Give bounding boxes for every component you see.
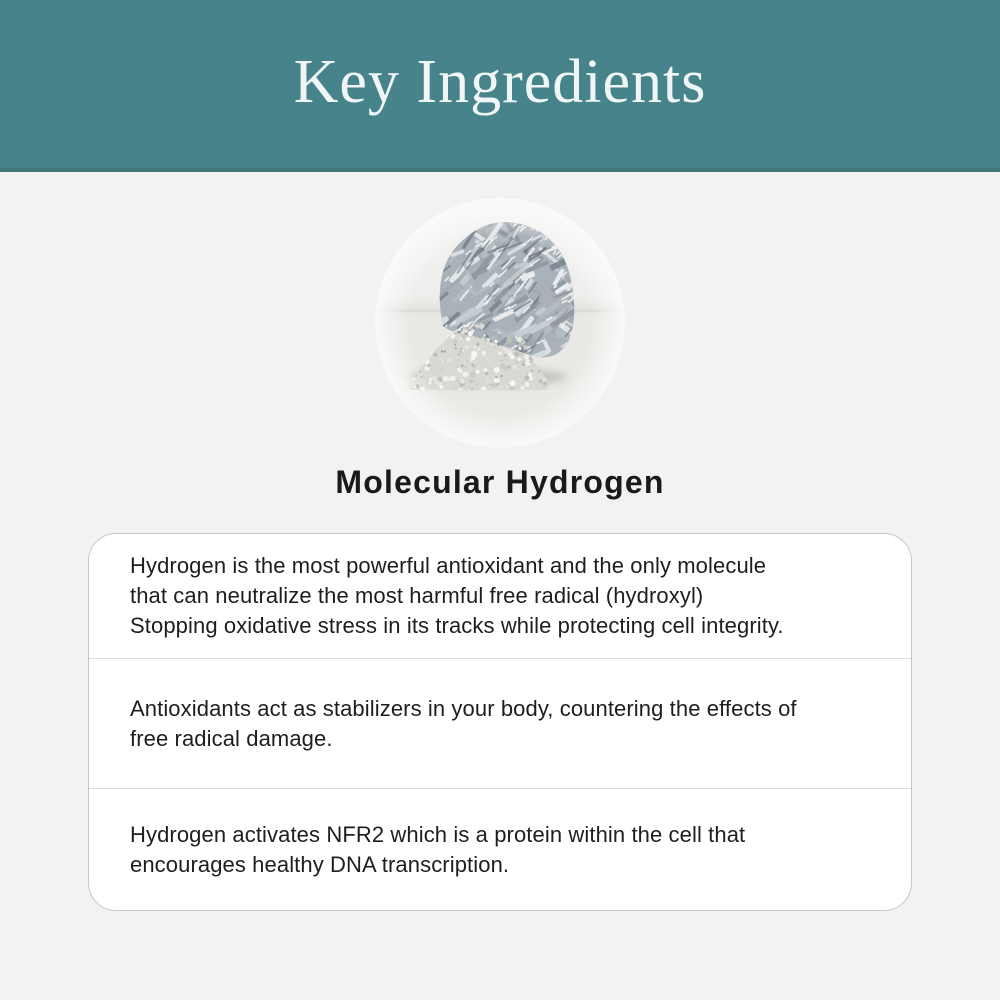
fact-line: free radical damage. [130,725,333,751]
page-title: Key Ingredients [293,47,707,116]
facts-card [88,533,912,911]
ingredient-photo [375,198,625,448]
ingredient-name: Molecular Hydrogen [335,464,665,500]
header-banner [0,0,1000,172]
fact-line: Hydrogen is the most powerful antioxidant and the only molecule [130,553,767,578]
fact-line: encourages healthy DNA transcription. [130,851,510,877]
fact-row-stabilizers [89,658,911,788]
fact-line: Antioxidants act as stabilizers in your body, countering the effects of [130,695,797,721]
fact-line: that can neutralize the most harmful free radical (hydroxyl) [130,583,704,608]
mineral-crystal-illustration [375,198,625,448]
fact-line: Stopping oxidative stress in its tracks while protecting cell integrity. [130,613,784,638]
fact-row-antioxidant [89,534,911,658]
fact-line: Hydrogen activates NFR2 which is a protein within the cell that [130,821,746,847]
fact-row-nfr2 [89,788,911,910]
